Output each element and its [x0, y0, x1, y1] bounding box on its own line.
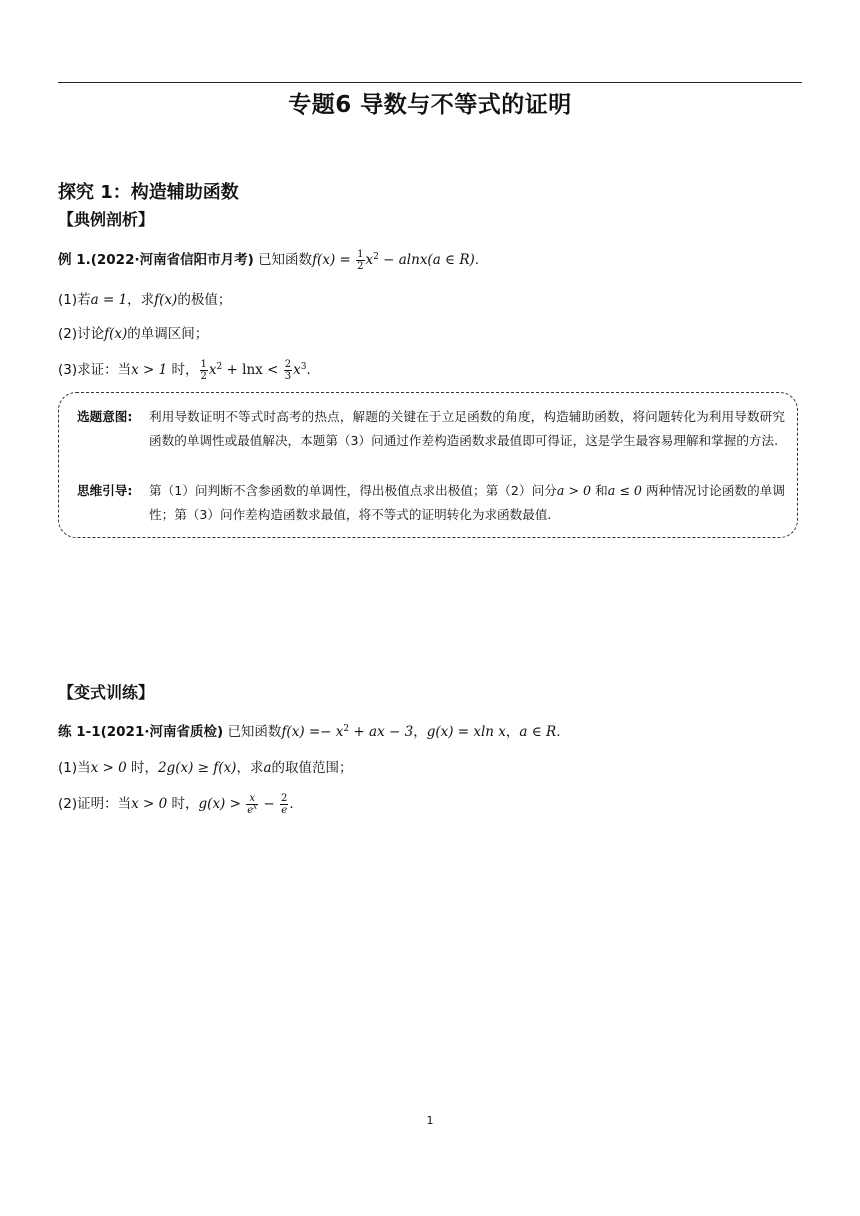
practice-1-source: 练 1-1(2021·河南省质检) [58, 724, 224, 740]
half-fraction: $\frac{1}{2}$ [357, 248, 364, 272]
practice-1-statement: 练 1-1(2021·河南省质检) 已知函数$f(x) =- x^2$ + ax − 3，g(x) = xln x，a ∈ R. [58, 724, 561, 740]
example-1-source: 例 1.(2022·河南省信阳市月考) [58, 252, 254, 268]
guide-row [77, 479, 785, 529]
page-number: 1 [426, 1114, 434, 1127]
example-1-question-1: (1)若a = 1，求f(x)的极值； [58, 292, 232, 308]
section-heading: 探究 1：构造辅助函数 [58, 182, 239, 203]
half-fraction: $\frac{1}{2}$ [200, 358, 207, 382]
practice-label: 【变式训练】 [58, 683, 155, 702]
note-box [58, 392, 798, 538]
practice-1-question-1: (1)当x > 0 时，2g(x) ≥ f(x)，求a的取值范围； [58, 760, 353, 776]
example-1-question-2: (2)讨论f(x)的单调区间； [58, 326, 209, 342]
typical-example-label: 【典例剖析】 [58, 210, 155, 229]
example-1-statement: 例 1.(2022·河南省信阳市月考) 已知函数f(x) = $\frac{1}{2}$ $x^2 - alnx(a$ ∈ R). [58, 248, 480, 272]
page-title: 专题6 导数与不等式的证明 [288, 92, 572, 118]
intent-text: 利用导数证明不等式时高考的热点，解题的关键在于立足函数的角度，构造辅助函数，将问题转化为利用导数研究函数的单调性或最值解决，本题第（3）问通过作差构造函数求最值即可得证，这是学生最容易理解和掌握的方法. [149, 409, 785, 448]
practice-1-question-2: (2)证明：当x > 0 时，g(x) > $\frac{x}{e^x}$ − $\frac{2}{e}$ . [58, 792, 294, 816]
header-rule [58, 82, 802, 83]
x-over-ex-fraction: $\frac{x}{e^x}$ [247, 792, 258, 816]
intent-row [77, 405, 785, 477]
guide-text: 第（1）问判断不含参函数的单调性，得出极值点求出极值；第（2）问分a > 0 和a ≤ 0 两种情况讨论函数的单调性；第（3）问作差构造函数求最值，将不等式的证明转化为求函数最值. [149, 483, 785, 522]
two-over-e-fraction: $\frac{2}{e}$ [281, 792, 288, 816]
example-1-question-3: (3)求证：当x > 1 时， $\frac{1}{2}$ $x^2 + \ln x$ < $\frac{2}{3}$ $x^3$. [58, 358, 311, 382]
intent-label: 选题意图: [77, 409, 133, 424]
fx-symbol: f(x) [312, 252, 336, 268]
two-thirds-fraction: $\frac{2}{3}$ [284, 358, 292, 382]
example-1-intro: 已知函数 [258, 252, 313, 268]
guide-label: 思维引导: [77, 483, 133, 498]
